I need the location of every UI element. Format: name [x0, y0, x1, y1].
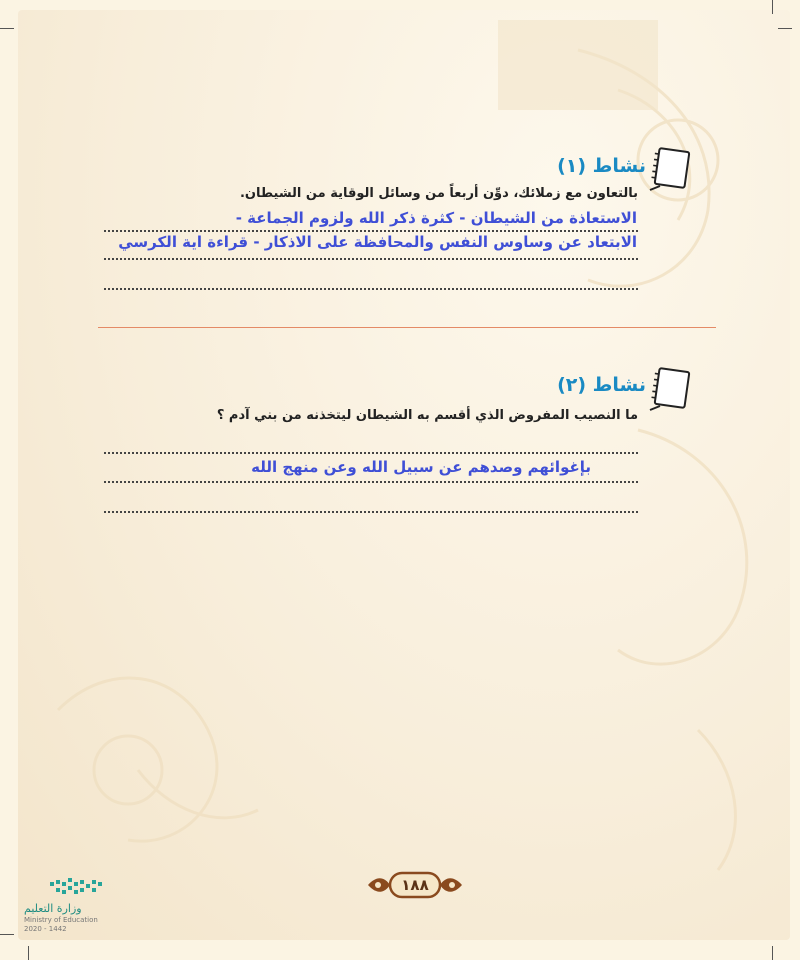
- activity-2-answer-1: بإغوائهم وصدهم عن سبيل الله وعن منهج الله: [251, 458, 591, 476]
- ministry-emblem-icon: [48, 872, 128, 900]
- ministry-name: وزارة التعليم: [24, 902, 82, 915]
- activity-1-answer-1: الاستعاذة من الشيطان - كثرة ذكر الله ولزوم الجماعة -: [235, 209, 637, 227]
- ministry-year: 2020 - 1442: [24, 925, 67, 933]
- answer-line: [104, 452, 638, 454]
- answer-line: [104, 481, 638, 483]
- answer-line: [104, 230, 638, 232]
- activity-1-answer-2: الابتعاد عن وساوس النفس والمحافظة على الاذكار - قراءة اية الكرسي: [118, 233, 637, 251]
- crop-mark: [778, 28, 792, 29]
- answer-line: [104, 288, 638, 290]
- activity-1-question: بالتعاون مع زملائك، دوِّن أربعاً من وسائل الوقاية من الشيطان.: [239, 186, 638, 201]
- activity-2-title: نشاط (٢): [557, 374, 646, 396]
- notebook-icon: [648, 366, 694, 412]
- section-divider: [98, 327, 716, 328]
- crop-mark: [0, 934, 14, 935]
- ministry-logo: [24, 872, 124, 936]
- crop-mark: [772, 0, 773, 14]
- page-number-ornament: [366, 870, 464, 900]
- notebook-icon: [648, 146, 694, 192]
- crop-mark: [28, 946, 29, 960]
- page-number: ١٨٨: [401, 876, 429, 894]
- crop-mark: [0, 28, 14, 29]
- answer-line: [104, 258, 638, 260]
- activity-2-question: ما النصيب المفروض الذي أقسم به الشيطان ليتخذنه من بني آدم ؟: [216, 408, 638, 423]
- crop-mark: [772, 946, 773, 960]
- answer-line: [104, 511, 638, 513]
- ministry-name-english: Ministry of Education: [24, 916, 98, 924]
- activity-1-title: نشاط (١): [557, 155, 646, 177]
